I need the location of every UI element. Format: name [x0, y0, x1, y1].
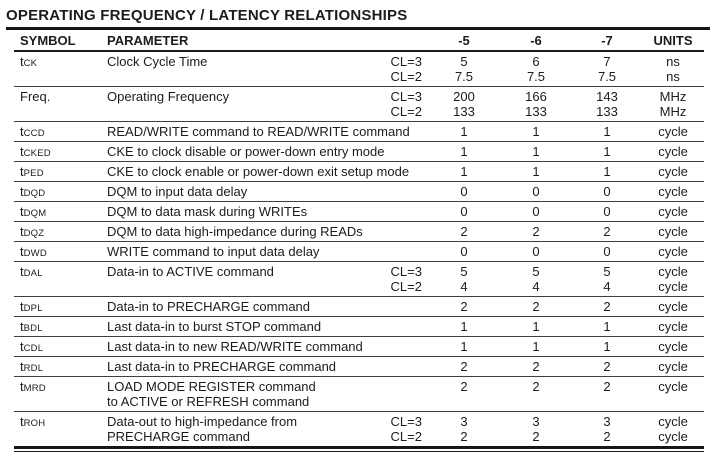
value-5-cell: [428, 122, 500, 142]
symbol-cell: [14, 317, 100, 337]
value-6-cell-line: 1: [532, 164, 540, 179]
symbol-base: t: [20, 339, 24, 354]
value-7-cell: [572, 122, 642, 142]
table-row: [14, 202, 704, 222]
symbol-cell: [14, 357, 100, 377]
value-6-cell-line: 4: [532, 279, 540, 294]
cl-cell-line: [356, 184, 422, 199]
value-5-cell: [428, 142, 500, 162]
units-cell-line: cycle: [658, 144, 688, 159]
cl-cell: [356, 51, 428, 87]
value-7-cell: [572, 182, 642, 202]
value-6-cell-line: 1: [532, 144, 540, 159]
parameter-cell: [100, 377, 356, 412]
symbol-base: t: [20, 379, 24, 394]
units-cell-line: cycle: [658, 184, 688, 199]
units-cell-line: cycle: [658, 224, 688, 239]
value-5-cell-line: 2: [460, 299, 468, 314]
header-speed-grade-6: -6: [530, 33, 542, 48]
value-7-cell-line: 1: [603, 319, 611, 334]
value-7-cell: [572, 222, 642, 242]
units-cell-line: cycle: [658, 339, 688, 354]
parameter-cell-line: READ/WRITE command to READ/WRITE command: [107, 124, 410, 139]
cl-cell-line: CL=2: [390, 279, 422, 294]
units-cell: [642, 122, 704, 142]
table-row: [14, 297, 704, 317]
parameter-cell: [100, 87, 356, 122]
value-5-cell: [428, 162, 500, 182]
symbol-subscript: MRD: [23, 383, 46, 394]
value-5-cell-line: 5: [460, 54, 468, 69]
value-5-cell-line: 2: [460, 224, 468, 239]
symbol-cell: [14, 87, 100, 122]
value-6-cell-line: 2: [532, 429, 540, 444]
parameter-cell-line: [107, 279, 356, 294]
symbol-cell: [14, 337, 100, 357]
units-cell-line: cycle: [658, 244, 688, 259]
value-5-cell-line: 1: [460, 124, 468, 139]
value-5-cell-line: 2: [460, 379, 468, 394]
symbol-subscript: ROH: [23, 418, 46, 429]
value-7-cell-line: 2: [603, 224, 611, 239]
value-5-cell-line: 1: [460, 339, 468, 354]
value-6-cell: [500, 222, 572, 242]
parameter-cell-line: DQM to data mask during WRITEs: [107, 204, 308, 219]
units-cell: [642, 262, 704, 297]
table-row: [14, 122, 704, 142]
value-6-cell: [500, 357, 572, 377]
value-7-cell: [572, 377, 642, 412]
value-5-cell: [428, 317, 500, 337]
parameter-cell-line: LOAD MODE REGISTER command: [107, 379, 316, 394]
value-6-cell: [500, 51, 572, 87]
units-cell: [642, 297, 704, 317]
value-7-cell: [572, 87, 642, 122]
value-6-cell-line: 0: [532, 244, 540, 259]
symbol-cell: [14, 182, 100, 202]
table-row: [14, 262, 704, 297]
symbol-base: t: [20, 264, 24, 279]
parameter-cell-line: Data-in to PRECHARGE command: [107, 299, 311, 314]
value-7-cell: [572, 297, 642, 317]
parameter-cell-line: Clock Cycle Time: [107, 54, 208, 69]
cl-cell-line: [356, 379, 422, 394]
cl-cell: [356, 337, 428, 357]
value-5-cell-line: 0: [460, 244, 468, 259]
header-parameter: PARAMETER: [107, 33, 189, 48]
units-cell-line: MHz: [659, 89, 687, 104]
symbol-base: t: [20, 144, 24, 159]
symbol-cell: [14, 242, 100, 262]
parameter-cell-line: [107, 104, 356, 119]
symbol-base: Freq.: [20, 89, 51, 104]
value-5-cell: [428, 202, 500, 222]
units-cell: [642, 337, 704, 357]
cl-cell: [356, 412, 428, 448]
value-7-cell-line: 0: [603, 184, 611, 199]
value-6-cell-line: 1: [532, 339, 540, 354]
value-5-cell: [428, 242, 500, 262]
value-7-cell-line: 3: [603, 414, 611, 429]
units-cell-line: cycle: [658, 279, 688, 294]
symbol-base: t: [20, 224, 24, 239]
parameter-cell: [100, 222, 363, 242]
value-5-cell: [428, 412, 500, 448]
value-6-cell: [500, 122, 572, 142]
units-cell-line: cycle: [658, 124, 688, 139]
units-cell-line: cycle: [658, 359, 688, 374]
parameter-cell-line: to ACTIVE or REFRESH command: [107, 394, 310, 409]
units-cell-line: cycle: [658, 319, 688, 334]
symbol-cell: [14, 51, 100, 87]
cl-cell: [356, 377, 428, 412]
value-5-cell-line: 5: [460, 264, 468, 279]
table-row: [14, 182, 704, 202]
value-5-cell-line: 7.5: [454, 69, 474, 84]
units-cell-line: cycle: [658, 414, 688, 429]
symbol-base: t: [20, 359, 24, 374]
value-6-cell-line: 2: [532, 359, 540, 374]
parameter-cell-line: CKE to clock disable or power-down entry mode: [107, 144, 385, 159]
parameter-cell-line: Data-in to ACTIVE command: [107, 264, 274, 279]
symbol-subscript: RDL: [23, 363, 44, 374]
symbol-base: t: [20, 54, 24, 69]
value-6-cell-line: 2: [532, 379, 540, 394]
symbol-subscript: DQM: [23, 208, 47, 219]
value-5-cell-line: 1: [460, 319, 468, 334]
value-5-cell: [428, 51, 500, 87]
cl-cell: [356, 297, 428, 317]
value-5-cell-line: 2: [460, 429, 468, 444]
parameter-cell: [100, 242, 356, 262]
value-5-cell-line: 3: [460, 414, 468, 429]
parameter-cell: [100, 202, 356, 222]
cl-cell-line: CL=3: [390, 54, 422, 69]
table-row: [14, 317, 704, 337]
value-6-cell-line: 2: [532, 224, 540, 239]
symbol-subscript: CK: [23, 58, 38, 69]
units-cell-line: ns: [666, 69, 680, 84]
symbol-subscript: DPL: [23, 303, 43, 314]
value-7-cell-line: 133: [596, 104, 618, 119]
units-cell: [642, 242, 704, 262]
value-5-cell-line: 4: [460, 279, 468, 294]
parameter-cell-line: DQM to data high-impedance during READs: [107, 224, 363, 239]
header-speed-grade-5: -5: [458, 33, 470, 48]
value-6-cell-line: 2: [532, 299, 540, 314]
value-5-cell: [428, 222, 500, 242]
value-7-cell-line: 2: [603, 429, 611, 444]
header-units: UNITS: [653, 33, 693, 48]
frequency-latency-table: [14, 30, 704, 449]
cl-cell: [356, 317, 428, 337]
units-cell: [642, 202, 704, 222]
units-cell: [642, 182, 704, 202]
value-6-cell-line: 5: [532, 264, 540, 279]
value-7-cell: [572, 51, 642, 87]
symbol-cell: [14, 262, 100, 297]
table-row: [14, 337, 704, 357]
value-7-cell-line: 0: [603, 204, 611, 219]
value-5-cell-line: 2: [460, 359, 468, 374]
units-cell-line: cycle: [658, 299, 688, 314]
table-body: [14, 51, 704, 448]
table-row: [14, 222, 704, 242]
cl-cell: [356, 357, 428, 377]
value-5-cell: [428, 377, 500, 412]
cl-cell: [356, 242, 428, 262]
value-6-cell: [500, 202, 572, 222]
value-6-cell-line: 3: [532, 414, 540, 429]
symbol-subscript: DQZ: [23, 228, 45, 239]
page-title: OPERATING FREQUENCY / LATENCY RELATIONSHIPS: [6, 7, 408, 24]
value-7-cell-line: 1: [603, 164, 611, 179]
units-cell-line: cycle: [658, 379, 688, 394]
symbol-cell: [14, 222, 100, 242]
table-row: [14, 242, 704, 262]
symbol-cell: [14, 162, 100, 182]
cl-cell-line: [356, 224, 422, 239]
parameter-cell-line: Operating Frequency: [107, 89, 230, 104]
symbol-base: t: [20, 299, 24, 314]
value-6-cell: [500, 242, 572, 262]
parameter-cell-line: PRECHARGE command: [107, 429, 251, 444]
cl-cell: [356, 182, 428, 202]
cl-cell-line: CL=2: [390, 104, 422, 119]
symbol-subscript: CKED: [23, 148, 51, 159]
cl-cell-line: [356, 299, 422, 314]
value-7-cell-line: 1: [603, 339, 611, 354]
units-cell: [642, 357, 704, 377]
value-6-cell-line: 1: [532, 124, 540, 139]
value-6-cell: [500, 262, 572, 297]
header-row: [14, 30, 704, 51]
value-5-cell-line: 0: [460, 204, 468, 219]
table-row: [14, 412, 704, 448]
parameter-cell: [100, 122, 410, 142]
value-6-cell: [500, 87, 572, 122]
value-7-cell-line: 7.5: [597, 69, 617, 84]
cl-cell-line: [356, 204, 422, 219]
symbol-subscript: DAL: [23, 268, 43, 279]
parameter-cell: [100, 412, 356, 448]
cl-cell: [356, 262, 428, 297]
header-symbol: SYMBOL: [20, 33, 76, 48]
value-6-cell-line: [500, 394, 572, 409]
value-5-cell: [428, 182, 500, 202]
cl-cell-line: CL=3: [390, 414, 422, 429]
parameter-cell: [100, 262, 356, 297]
symbol-subscript: CDL: [23, 343, 44, 354]
value-6-cell-line: 0: [532, 204, 540, 219]
value-6-cell-line: 133: [525, 104, 547, 119]
cl-cell-line: CL=2: [390, 69, 422, 84]
symbol-subscript: DWD: [23, 248, 47, 259]
parameter-cell-line: Last data-in to new READ/WRITE command: [107, 339, 363, 354]
value-7-cell-line: 1: [603, 124, 611, 139]
parameter-cell: [100, 357, 356, 377]
table-row: [14, 142, 704, 162]
value-7-cell: [572, 142, 642, 162]
parameter-cell-line: Data-out to high-impedance from: [107, 414, 298, 429]
value-5-cell-line: 1: [460, 164, 468, 179]
units-cell: [642, 162, 704, 182]
symbol-subscript: BDL: [23, 323, 43, 334]
units-cell-line: cycle: [658, 264, 688, 279]
value-5-cell: [428, 357, 500, 377]
units-cell-line: cycle: [658, 429, 688, 444]
cl-cell: [356, 87, 428, 122]
cl-cell-line: [356, 394, 422, 409]
table-row: [14, 87, 704, 122]
value-6-cell: [500, 412, 572, 448]
value-5-cell: [428, 297, 500, 317]
value-7-cell-line: 0: [603, 244, 611, 259]
value-7-cell-line: 2: [603, 379, 611, 394]
value-7-cell: [572, 357, 642, 377]
value-7-cell: [572, 162, 642, 182]
symbol-subscript: PED: [23, 168, 44, 179]
value-6-cell: [500, 337, 572, 357]
value-6-cell-line: 0: [532, 184, 540, 199]
value-7-cell-line: 2: [603, 299, 611, 314]
value-6-cell: [500, 297, 572, 317]
value-6-cell: [500, 377, 572, 412]
parameter-cell-line: DQM to input data delay: [107, 184, 248, 199]
parameter-cell: [100, 182, 356, 202]
symbol-cell: [14, 377, 100, 412]
symbol-base: t: [20, 204, 24, 219]
value-5-cell-line: 0: [460, 184, 468, 199]
value-6-cell: [500, 317, 572, 337]
cl-cell: [356, 222, 428, 242]
value-5-cell-line: 200: [453, 89, 475, 104]
value-6-cell-line: 166: [525, 89, 547, 104]
symbol-subscript: CCD: [23, 128, 45, 139]
units-cell-line: MHz: [659, 104, 687, 119]
value-7-cell-line: 5: [603, 264, 611, 279]
cl-cell-line: CL=3: [390, 89, 422, 104]
symbol-cell: [14, 202, 100, 222]
value-6-cell-line: 1: [532, 319, 540, 334]
table-row: [14, 377, 704, 412]
value-6-cell: [500, 162, 572, 182]
value-7-cell: [572, 317, 642, 337]
value-6-cell: [500, 182, 572, 202]
symbol-base: t: [20, 244, 24, 259]
cl-cell: [356, 202, 428, 222]
symbol-base: t: [20, 414, 24, 429]
value-6-cell: [500, 142, 572, 162]
symbol-cell: [14, 122, 100, 142]
parameter-cell-line: WRITE command to input data delay: [107, 244, 320, 259]
header-speed-grade-7: -7: [601, 33, 613, 48]
value-5-cell: [428, 337, 500, 357]
symbol-base: t: [20, 184, 24, 199]
parameter-cell-line: [107, 69, 356, 84]
units-cell: [642, 222, 704, 242]
parameter-cell: [100, 297, 356, 317]
symbol-base: t: [20, 319, 24, 334]
units-cell: [642, 142, 704, 162]
units-cell-line: cycle: [658, 204, 688, 219]
value-7-cell-line: 4: [603, 279, 611, 294]
cl-cell-line: CL=2: [390, 429, 422, 444]
table-row: [14, 162, 704, 182]
parameter-cell: [100, 142, 385, 162]
parameter-cell: [100, 317, 356, 337]
value-7-cell-line: 1: [603, 144, 611, 159]
parameter-cell-line: CKE to clock enable or power-down exit setup mode: [107, 164, 410, 179]
units-cell-line: ns: [666, 54, 680, 69]
value-5-cell-line: 1: [460, 144, 468, 159]
units-cell-line: cycle: [658, 164, 688, 179]
symbol-subscript: DQD: [23, 188, 46, 199]
value-7-cell: [572, 242, 642, 262]
parameter-cell-line: Last data-in to PRECHARGE command: [107, 359, 337, 374]
parameter-cell: [100, 337, 363, 357]
value-7-cell: [572, 262, 642, 297]
timing-table-container: [14, 30, 704, 452]
units-cell: [642, 51, 704, 87]
units-cell: [642, 412, 704, 448]
parameter-cell-line: Last data-in to burst STOP command: [107, 319, 322, 334]
value-7-cell-line: 2: [603, 359, 611, 374]
cl-cell-line: [356, 339, 422, 354]
parameter-cell: [100, 51, 356, 87]
value-6-cell-line: 7.5: [526, 69, 546, 84]
symbol-cell: [14, 142, 100, 162]
symbol-base: t: [20, 124, 24, 139]
units-cell: [642, 377, 704, 412]
units-cell-line: [642, 394, 704, 409]
table-row: [14, 357, 704, 377]
value-7-cell: [572, 337, 642, 357]
units-cell: [642, 87, 704, 122]
cl-cell-line: [356, 244, 422, 259]
symbol-base: t: [20, 164, 24, 179]
cl-cell-line: [356, 319, 422, 334]
cl-cell-line: [356, 359, 422, 374]
table-row: [14, 51, 704, 87]
value-7-cell-line: 7: [603, 54, 611, 69]
value-5-cell: [428, 262, 500, 297]
value-7-cell-line: 143: [596, 89, 618, 104]
units-cell: [642, 317, 704, 337]
value-5-cell: [428, 87, 500, 122]
value-7-cell: [572, 202, 642, 222]
symbol-cell: [14, 412, 100, 448]
value-7-cell-line: [572, 394, 642, 409]
value-7-cell: [572, 412, 642, 448]
cl-cell-line: CL=3: [390, 264, 422, 279]
parameter-cell: [100, 162, 410, 182]
datasheet-page: [0, 7, 718, 463]
value-5-cell-line: 133: [453, 104, 475, 119]
symbol-cell: [14, 297, 100, 317]
value-6-cell-line: 6: [532, 54, 540, 69]
header-cl-spacer: [356, 30, 428, 51]
value-5-cell-line: [428, 394, 500, 409]
